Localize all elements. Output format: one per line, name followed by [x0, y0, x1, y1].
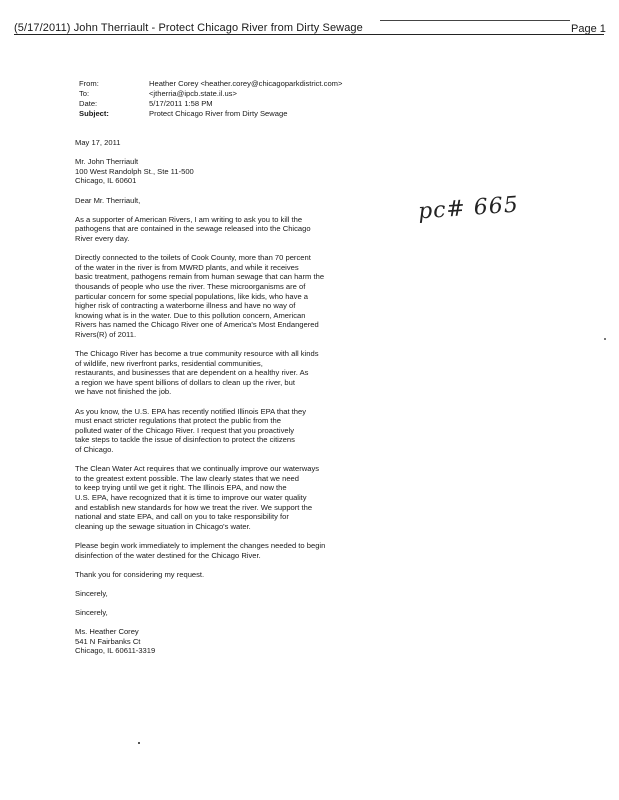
paragraph-line: disinfection of the water destined for the Chicago River. — [75, 550, 261, 560]
signature-address: 541 N Fairbanks Ct — [75, 636, 141, 646]
from-label: From: — [79, 79, 99, 88]
paragraph-line: national and state EPA, and call on you to take responsibility for — [75, 512, 289, 522]
paragraph-line: to the greatest extent possible. The law clearly states that we need — [75, 473, 300, 483]
scan-speck — [604, 338, 606, 340]
paragraph-line: As you know, the U.S. EPA has recently notified Illinois EPA that they — [75, 406, 307, 416]
paragraph-line: The Chicago River has become a true community resource with all kinds — [75, 349, 319, 359]
address-line: Mr. John Therriault — [75, 157, 139, 167]
subject-value: Protect Chicago River from Dirty Sewage — [149, 109, 288, 118]
handwritten-annotation: pc# 665 — [417, 192, 520, 225]
signature-name: Ms. Heather Corey — [75, 627, 139, 637]
letter-body — [75, 138, 347, 656]
paragraph-line: of the water in the river is from MWRD plants, and while it receives — [75, 262, 299, 272]
paragraph-line: knowing what is in the water. Due to this pollution concern, American — [75, 310, 306, 320]
paragraph-line: polluted water of the Chicago River. I request that you proactively — [75, 425, 295, 435]
page-title: (5/17/2011) John Therriault - Protect Chicago River from Dirty Sewage — [14, 22, 363, 34]
closing: Sincerely, — [75, 588, 108, 598]
signature-city: Chicago, IL 60611-3319 — [75, 646, 156, 656]
paragraph-line: must enact stricter regulations that protect the public from the — [75, 416, 281, 426]
paragraph-line: cleaning up the sewage situation in Chicago's water. — [75, 521, 251, 531]
paragraph-line: Please begin work immediately to implement the changes needed to begin — [75, 540, 326, 550]
paragraph-line: restaurants, and businesses that are dependent on a healthy river. As — [75, 368, 309, 378]
date-label: Date: — [79, 99, 98, 108]
paragraph-line: a region we have spent billions of dollars to clean up the river, but — [75, 377, 295, 387]
paragraph-line: As a supporter of American Rivers, I am writing to ask you to kill the — [75, 214, 303, 224]
paragraph-line: of wildlife, new riverfront parks, residential communities, — [75, 358, 263, 368]
paragraph-line: U.S. EPA, have recognized that it is time to improve our water quality — [75, 492, 307, 502]
paragraph-line: and establish new standards for how we treat the river. We support the — [75, 502, 313, 512]
paragraph-line: Directly connected to the toilets of Cook County, more than 70 percent — [75, 253, 311, 263]
closing: Sincerely, — [75, 608, 108, 618]
paragraph-line: higher risk of contracting a waterborne illness and have no way of — [75, 301, 296, 311]
subject-label: Subject: — [79, 109, 109, 118]
paragraph-line: basic treatment, pathogens remain from human sewage that can harm the — [75, 272, 325, 282]
address-line: 100 West Randolph St., Ste 11-500 — [75, 166, 194, 176]
page-number: Page 1 — [571, 23, 606, 35]
to-label: To: — [79, 89, 90, 98]
address-line: Chicago, IL 60601 — [75, 176, 137, 186]
paragraph-line: thousands of people who use the river. These microorganisms are of — [75, 281, 306, 291]
paragraph-line: Rivers has named the Chicago River one of America's Most Endangered — [75, 320, 319, 330]
date-value: 5/17/2011 1:58 PM — [149, 99, 213, 108]
paragraph-line: Rivers(R) of 2011. — [75, 329, 137, 339]
paragraph-line: The Clean Water Act requires that we continually improve our waterways — [75, 464, 320, 474]
paragraph-line: River every day. — [75, 233, 130, 243]
scan-speck — [138, 742, 140, 744]
paragraph-line: take steps to tackle the issue of disinfection to protect the citizens — [75, 435, 295, 445]
paragraph-line: pathogens that are contained in the sewage released into the Chicago — [75, 224, 311, 234]
header-rule — [14, 34, 604, 35]
paragraph-line: of Chicago. — [75, 445, 114, 454]
from-value: Heather Corey <heather.corey@chicagoparkdistrict.com> — [149, 79, 343, 88]
header-rule-top — [380, 20, 570, 21]
paragraph-line: we have not finished the job. — [75, 387, 172, 397]
paragraph-line: particular concern for some special populations, like kids, who have a — [75, 291, 308, 301]
salutation: Dear Mr. Therriault, — [75, 195, 141, 205]
paragraph-line: to keep trying until we get it right. The Illinois EPA, and now the — [75, 483, 287, 493]
thanks-line: Thank you for considering my request. — [75, 569, 205, 579]
letter-date: May 17, 2011 — [75, 138, 121, 147]
to-value: <jtherria@ipcb.state.il.us> — [149, 89, 237, 98]
